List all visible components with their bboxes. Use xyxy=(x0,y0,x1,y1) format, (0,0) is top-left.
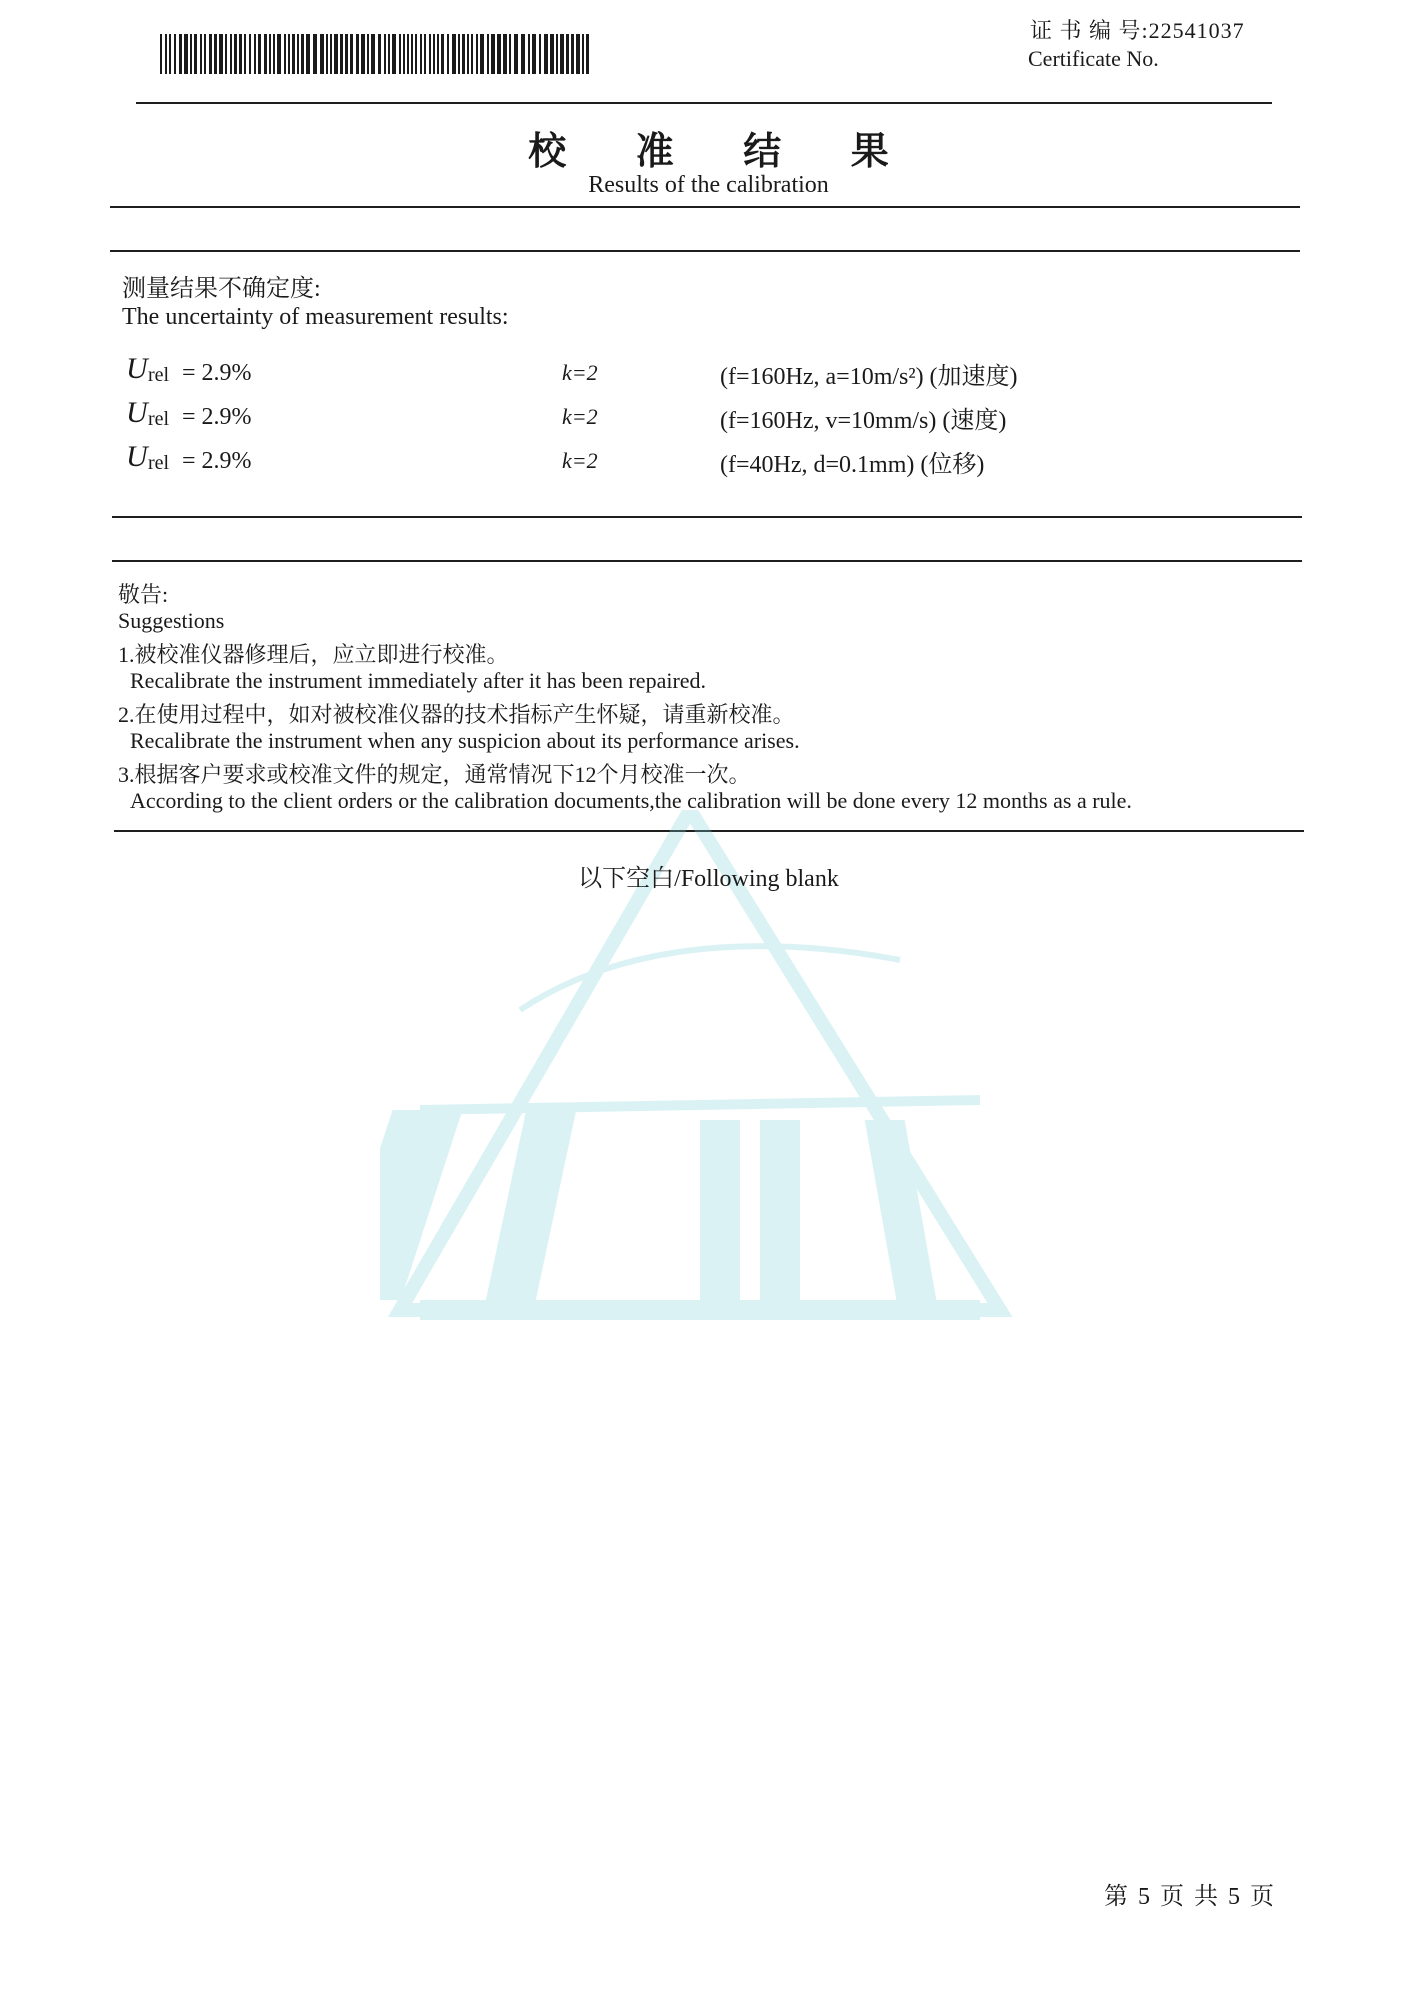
barcode-bar xyxy=(190,34,192,74)
barcode-bar xyxy=(586,34,589,74)
suggestion-item-en: Recalibrate the instrument immediately after it has been repaired. xyxy=(130,668,707,693)
barcode-bar xyxy=(497,34,501,74)
measurement-condition: (f=40Hz, d=0.1mm) (位移) xyxy=(720,452,985,478)
barcode-bar xyxy=(330,34,332,74)
barcode-bar xyxy=(539,34,541,74)
barcode-bar xyxy=(411,34,413,74)
barcode-bar xyxy=(306,34,310,74)
barcode-bar xyxy=(514,34,518,74)
barcode-bar xyxy=(532,34,536,74)
uncertainty-subscript: rel xyxy=(148,452,170,474)
barcode-bar xyxy=(219,34,223,74)
uncertainty-rule-bottom xyxy=(112,516,1302,518)
barcode-bar xyxy=(399,34,401,74)
barcode-bar xyxy=(392,34,396,74)
uncertainty-value: = 2.9% xyxy=(182,404,252,430)
barcode-bar xyxy=(350,34,353,74)
barcode-bar xyxy=(367,34,369,74)
barcode xyxy=(160,34,595,74)
barcode-bar xyxy=(476,34,478,74)
uncertainty-row xyxy=(126,440,1126,480)
barcode-bar xyxy=(356,34,359,74)
barcode-bar xyxy=(378,34,381,74)
barcode-bar xyxy=(415,34,417,74)
page-number: 第 5 页 共 5 页 xyxy=(1104,1884,1276,1910)
barcode-bar xyxy=(340,34,343,74)
barcode-bar xyxy=(452,34,456,74)
barcode-bar xyxy=(544,34,548,74)
barcode-bar xyxy=(403,34,405,74)
barcode-bar xyxy=(429,34,431,74)
uncertainty-row xyxy=(126,352,1126,392)
barcode-bar xyxy=(273,34,275,74)
barcode-bar xyxy=(447,34,449,74)
barcode-bar xyxy=(441,34,444,74)
uncertainty-value: = 2.9% xyxy=(182,360,252,386)
barcode-bar xyxy=(174,34,176,74)
barcode-bar xyxy=(471,34,473,74)
barcode-bar xyxy=(503,34,507,74)
suggestion-item-cn: 1.被校准仪器修理后，应立即进行校准。 xyxy=(118,642,509,667)
barcode-bar xyxy=(230,34,232,74)
barcode-bar xyxy=(292,34,295,74)
suggestion-item-cn: 3.根据客户要求或校准文件的规定，通常情况下12个月校准一次。 xyxy=(118,762,751,787)
barcode-bar xyxy=(509,34,511,74)
barcode-bar xyxy=(320,34,324,74)
title-rule-bottom xyxy=(110,206,1300,208)
barcode-bar xyxy=(556,34,558,74)
barcode-bar xyxy=(225,34,227,74)
barcode-bar xyxy=(184,34,188,74)
barcode-bar xyxy=(462,34,465,74)
suggestion-item-en: According to the client orders or the calibration documents,the calibration will be done every 12 months as a rule. xyxy=(130,788,1132,813)
suggestions-label-en: Suggestions xyxy=(118,608,225,633)
certificate-label-en: Certificate No. xyxy=(1028,46,1159,71)
coverage-factor: k=2 xyxy=(562,448,598,473)
barcode-bar xyxy=(301,34,304,74)
barcode-bar xyxy=(361,34,365,74)
barcode-bar xyxy=(204,34,206,74)
section-rule-top xyxy=(110,250,1300,252)
following-blank-note: 以下空白/Following blank xyxy=(578,866,839,892)
barcode-bar xyxy=(258,34,261,74)
uncertainty-label-en: The uncertainty of measurement results: xyxy=(122,304,509,330)
barcode-bar xyxy=(239,34,242,74)
barcode-bar xyxy=(371,34,375,74)
barcode-bar xyxy=(297,34,299,74)
barcode-bar xyxy=(560,34,564,74)
barcode-bar xyxy=(424,34,426,74)
uncertainty-label-cn: 测量结果不确定度: xyxy=(122,276,321,302)
barcode-bar xyxy=(420,34,422,74)
barcode-bar xyxy=(384,34,386,74)
uncertainty-subscript: rel xyxy=(148,408,170,430)
barcode-bar xyxy=(313,34,317,74)
certificate-number-line xyxy=(1030,16,1245,46)
barcode-bar xyxy=(467,34,469,74)
barcode-bar xyxy=(169,34,171,74)
uncertainty-subscript: rel xyxy=(148,364,170,386)
header-rule xyxy=(136,102,1272,104)
barcode-bar xyxy=(214,34,217,74)
barcode-bar xyxy=(487,34,489,74)
barcode-bar xyxy=(576,34,580,74)
barcode-bar xyxy=(284,34,286,74)
barcode-bar xyxy=(326,34,328,74)
barcode-bar xyxy=(550,34,554,74)
barcode-bar xyxy=(407,34,409,74)
coverage-factor: k=2 xyxy=(562,404,598,429)
barcode-bar xyxy=(209,34,212,74)
barcode-bar xyxy=(277,34,281,74)
barcode-bar xyxy=(249,34,251,74)
suggestion-item-cn: 2.在使用过程中，如对被校准仪器的技术指标产生怀疑，请重新校准。 xyxy=(118,702,795,727)
barcode-bar xyxy=(194,34,197,74)
suggestions-rule-top xyxy=(112,560,1302,562)
barcode-bar xyxy=(244,34,246,74)
uncertainty-symbol: U xyxy=(126,352,148,385)
measurement-condition: (f=160Hz, a=10m/s²) (加速度) xyxy=(720,364,1018,390)
uncertainty-value: = 2.9% xyxy=(182,448,252,474)
certificate-number: 22541037 xyxy=(1148,18,1245,43)
barcode-bar xyxy=(521,34,525,74)
barcode-bar xyxy=(480,34,484,74)
barcode-bar xyxy=(528,34,530,74)
barcode-bar xyxy=(345,34,348,74)
barcode-bar xyxy=(160,34,162,74)
barcode-bar xyxy=(234,34,237,74)
barcode-bar xyxy=(334,34,338,74)
page-title-cn: 校 准 结 果 xyxy=(528,131,919,173)
barcode-bar xyxy=(165,34,167,74)
suggestions-label-cn: 敬告: xyxy=(118,582,169,607)
uncertainty-symbol: U xyxy=(126,396,148,429)
barcode-bar xyxy=(200,34,202,74)
barcode-bar xyxy=(458,34,460,74)
barcode-bar xyxy=(254,34,256,74)
barcode-bar xyxy=(388,34,390,74)
measurement-condition: (f=160Hz, v=10mm/s) (速度) xyxy=(720,408,1007,434)
coverage-factor: k=2 xyxy=(562,360,598,385)
barcode-bar xyxy=(433,34,435,74)
barcode-bar xyxy=(491,34,495,74)
suggestion-item-en: Recalibrate the instrument when any suspicion about its performance arises. xyxy=(130,728,800,753)
barcode-bar xyxy=(437,34,439,74)
barcode-bar xyxy=(264,34,267,74)
certificate-label-cn: 证 书 编 号: xyxy=(1030,18,1149,43)
barcode-bar xyxy=(288,34,290,74)
barcode-bar xyxy=(571,34,574,74)
barcode-bar xyxy=(269,34,271,74)
barcode-bar xyxy=(582,34,584,74)
barcode-bar xyxy=(179,34,182,74)
barcode-bar xyxy=(566,34,569,74)
uncertainty-row xyxy=(126,396,1126,436)
page-title-en: Results of the calibration xyxy=(588,172,829,198)
uncertainty-symbol: U xyxy=(126,440,148,473)
